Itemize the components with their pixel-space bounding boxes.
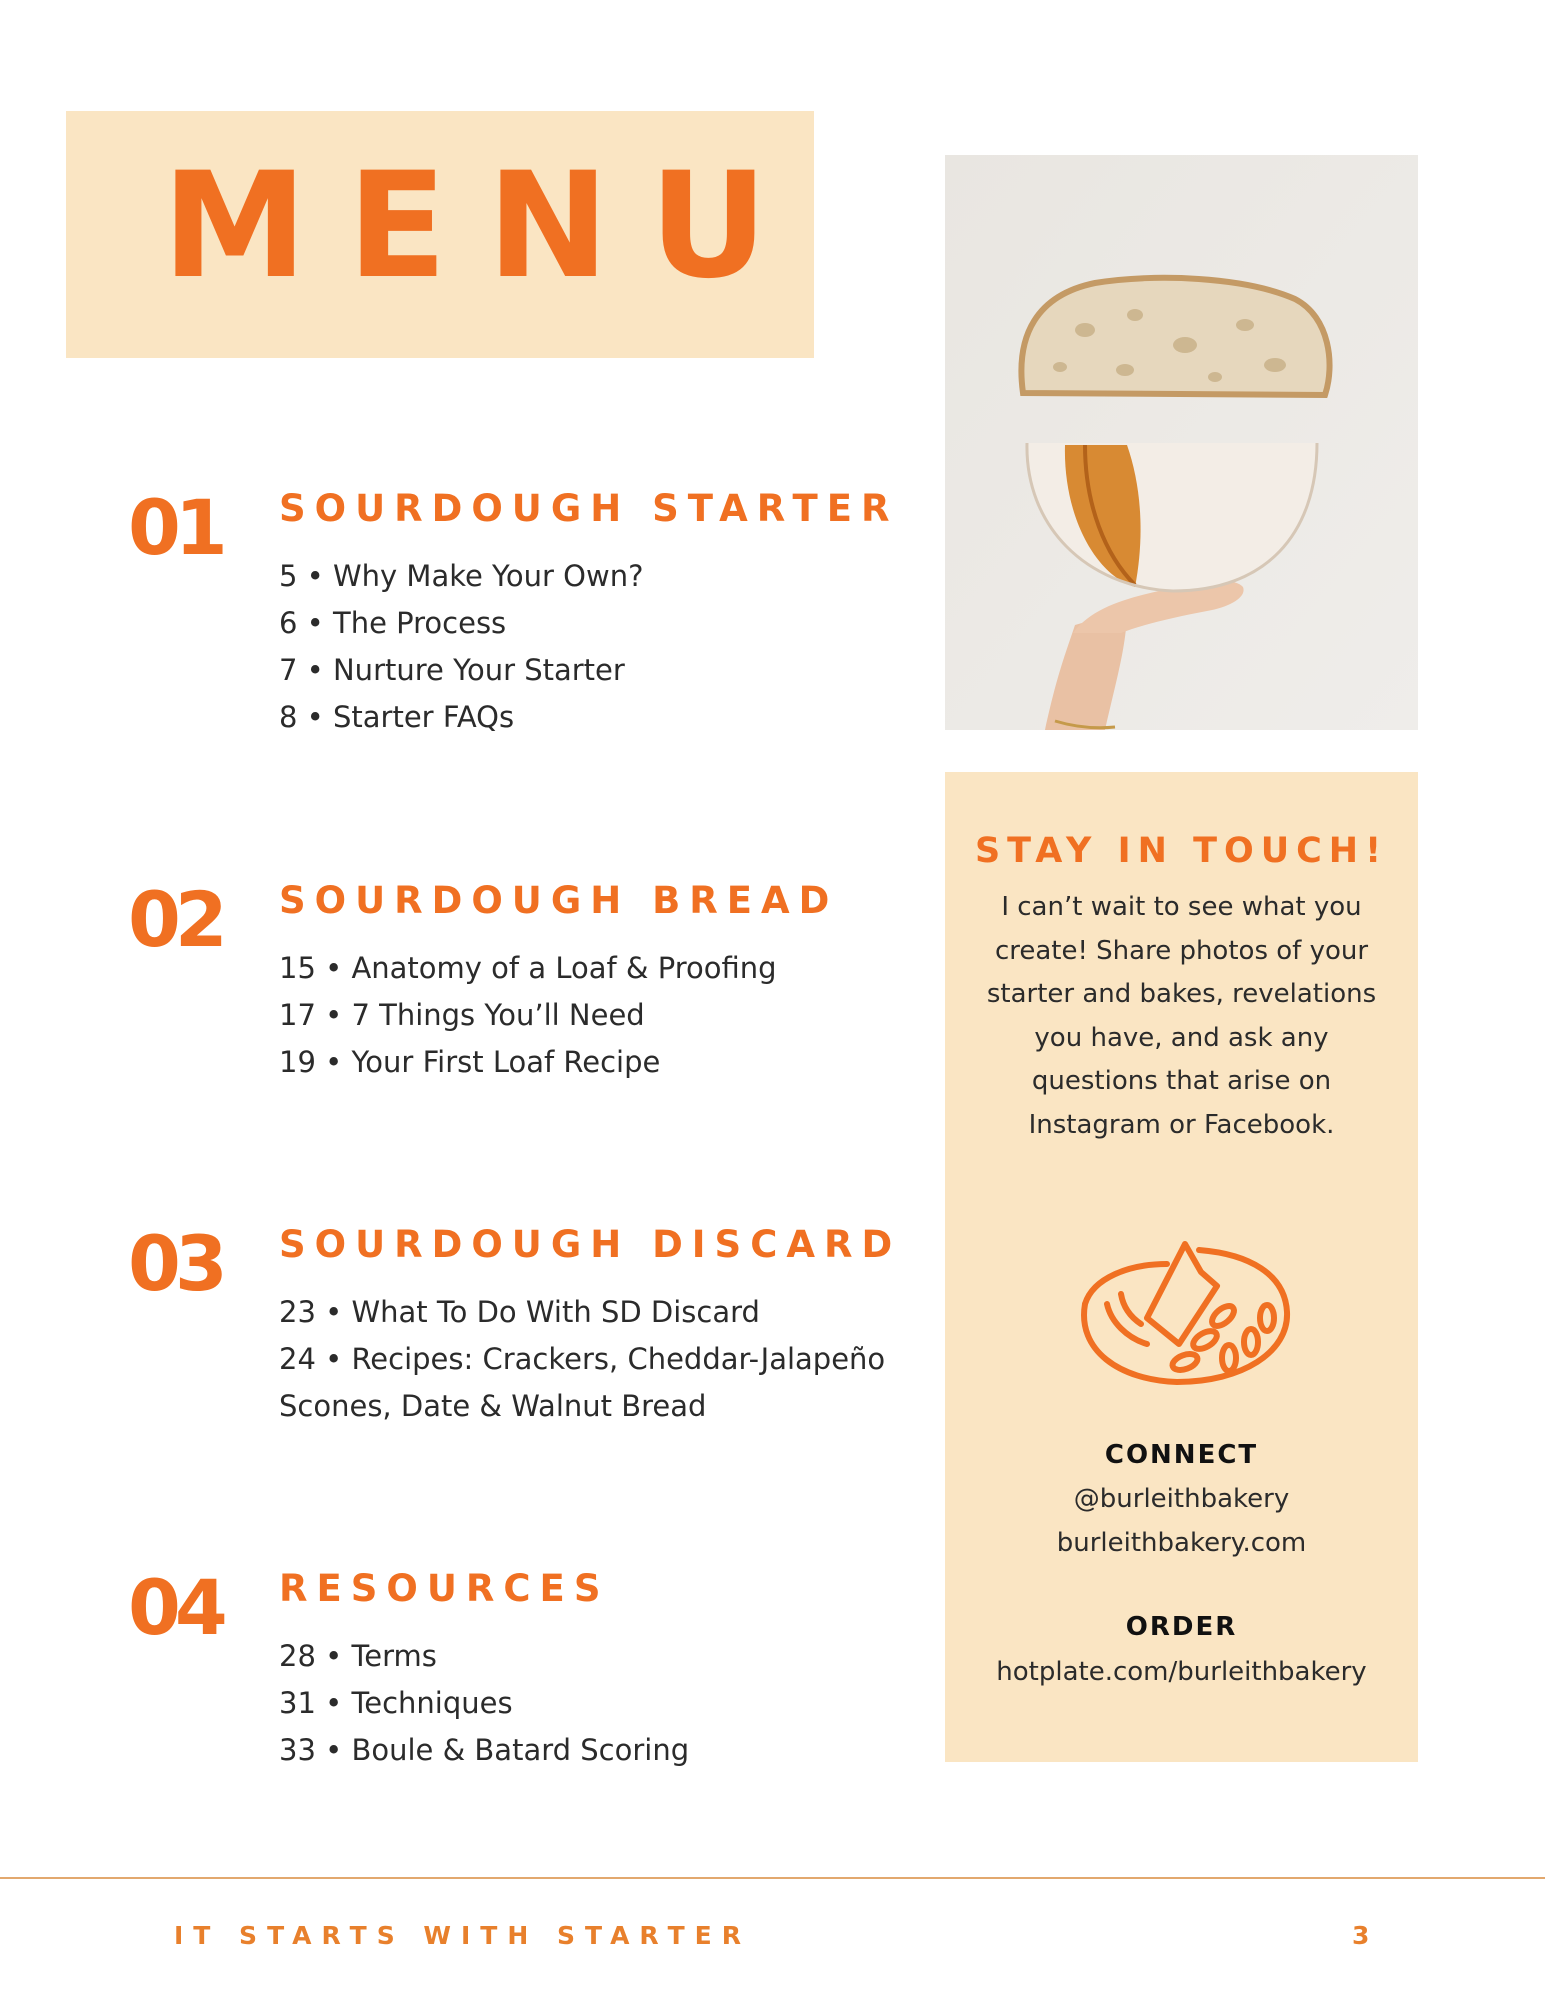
order-label: ORDER	[1125, 1612, 1238, 1642]
section-items	[279, 1289, 894, 1430]
bread-loaf-icon	[1067, 1232, 1297, 1392]
instagram-handle[interactable]: @burleithbakery	[1073, 1484, 1290, 1514]
panel-body: I can’t wait to see what you create! Share photos of your starter and bakes, revelations you have, and ask any questions that arise on Instagram or Facebook.	[986, 892, 1377, 1140]
contact-panel	[945, 772, 1418, 1762]
section-number: 03	[128, 1219, 222, 1308]
section-number: 04	[128, 1563, 222, 1652]
section-items	[279, 945, 899, 1086]
bread-loaf-photo	[945, 155, 1418, 730]
menu-item[interactable]: 23 • What To Do With SD Discard	[279, 1295, 760, 1329]
menu-item[interactable]: 28 • Terms	[279, 1639, 437, 1673]
section-heading: SOURDOUGH STARTER	[279, 487, 899, 530]
menu-item[interactable]: 7 • Nurture Your Starter	[279, 653, 625, 687]
section-number: 01	[128, 483, 222, 572]
menu-item[interactable]: 31 • Techniques	[279, 1686, 513, 1720]
menu-item[interactable]: 6 • The Process	[279, 606, 507, 640]
menu-item[interactable]: 8 • Starter FAQs	[279, 700, 515, 734]
section-items	[279, 553, 899, 741]
title-banner	[66, 111, 814, 358]
panel-title: STAY IN TOUCH!	[974, 831, 1389, 871]
page-title: MENU	[162, 141, 808, 311]
menu-item[interactable]: 24 • Recipes: Crackers, Cheddar-Jalapeño Scones, Date & Walnut Bread	[279, 1342, 886, 1423]
connect-label: CONNECT	[1104, 1440, 1259, 1470]
section-heading: SOURDOUGH BREAD	[279, 879, 839, 922]
section-heading: SOURDOUGH DISCARD	[279, 1223, 902, 1266]
order-link[interactable]: hotplate.com/burleithbakery	[996, 1657, 1367, 1687]
page-number: 3	[1352, 1921, 1370, 1950]
menu-item[interactable]: 17 • 7 Things You’ll Need	[279, 998, 645, 1032]
section-items	[279, 1633, 899, 1774]
menu-item[interactable]: 5 • Why Make Your Own?	[279, 559, 644, 593]
section-number: 02	[128, 875, 222, 964]
menu-item[interactable]: 19 • Your First Loaf Recipe	[279, 1045, 661, 1079]
menu-item[interactable]: 33 • Boule & Batard Scoring	[279, 1733, 690, 1767]
footer-divider	[0, 1877, 1545, 1879]
footer-tagline: IT STARTS WITH STARTER	[174, 1921, 751, 1950]
website-link[interactable]: burleithbakery.com	[1056, 1528, 1307, 1558]
section-heading: RESOURCES	[279, 1567, 610, 1610]
menu-item[interactable]: 15 • Anatomy of a Loaf & Proofing	[279, 951, 777, 985]
